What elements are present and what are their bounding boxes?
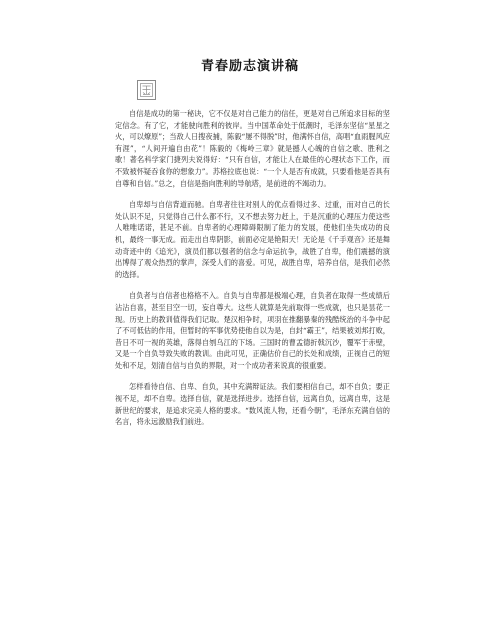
paragraph-arrogance: 自负者与自信者也格格不入。自负与自卑都是极端心理，自负者在取得一些成绩后沾沾自喜，甚至目空一切，妄自尊大。这些人就算是先前取得一些成就，也只是昙花一现。历史上的教训值得我们记取。楚汉相争时，项羽在推翻暴秦的残酷统治的斗争中起了不可低估的作用，但暂时的军事优势使他自以为是，自封“霸王”，结果被刘邦打败，昔日不可一视的英雄，落得自刎乌江的下场。三国时的曹孟德折戟沉沙，覆军于赤壁，又是一个自负导致失败的教训。由此可见，正确估价自己的长处和成绩，正视自己的短处和不足，划清自信与自负的界限，对一个成功者来说真的很重要。 [115, 291, 390, 370]
paragraph-inferiority: 自卑却与自信背道而驰。自卑者往往对别人的优点看得过多、过重，而对自己的长处认识不足，只觉得自己什么都不行，又不想去努力赶上，于是沉重的心理压力使这些人唯唯诺诺，甚足不前。自卑者的心理障碍限制了能力的发展，使他们坐失成功的良机，最终一事无成。而走出自卑阴影，前面必定是艳阳天！无论是《千手观音》还是舞动奇迹中的《追光》，演员们都以强者的信念与命运抗争，战胜了自卑，他们震撼的演出博得了观众热烈的掌声，深受人们的喜爱。可见，战胜自卑，培养自信，是我们必然的选择。 [115, 200, 390, 279]
seal-stamp-icon [137, 80, 156, 100]
speech-body [115, 108, 390, 438]
paragraph-confidence: 自信是成功的第一秘诀，它不仅是对自己能力的信任，更是对自己所追求目标的坚定信念。有了它，才能驶向胜利的彼岸。当中国革命处于低潮时，毛泽东坚信“星星之火，可以燎原”；当敌人日搜夜捕，陈毅“屡不得脱”时，他满怀自信，高唱“血雨腥风应有涯”，“人间开遍自由花”！陈毅的《梅岭三章》就是撼人心魄的自信之歌、胜利之歌！著名科学家门捷列夫说得好：“只有自信，才能让人在最佳的心理状态下工作，而不致被怀疑吞食你的想象力”。苏格拉底也说：“一个人是否有成就，只要看他是否具有自尊和自信。”总之，自信是指向胜利的导航塔，是前进的不竭动力。 [115, 109, 390, 188]
paragraph-conclusion: 怎样看待自信、自卑、自负，其中充满辩证法。我们要相信自己，却不自负；要正视不足，却不自卑。选择自信，就是选择进步。选择自信，远离自负，远离自卑，这是新世纪的要求，是追求完美人格的要求。“数风流人物，还看今朝”，毛泽东充满自信的名言，将永远激励我们前进。 [115, 382, 390, 427]
page-title: 青春励志演讲稿 [200, 59, 299, 74]
seal-stamp-graphic [140, 83, 153, 97]
